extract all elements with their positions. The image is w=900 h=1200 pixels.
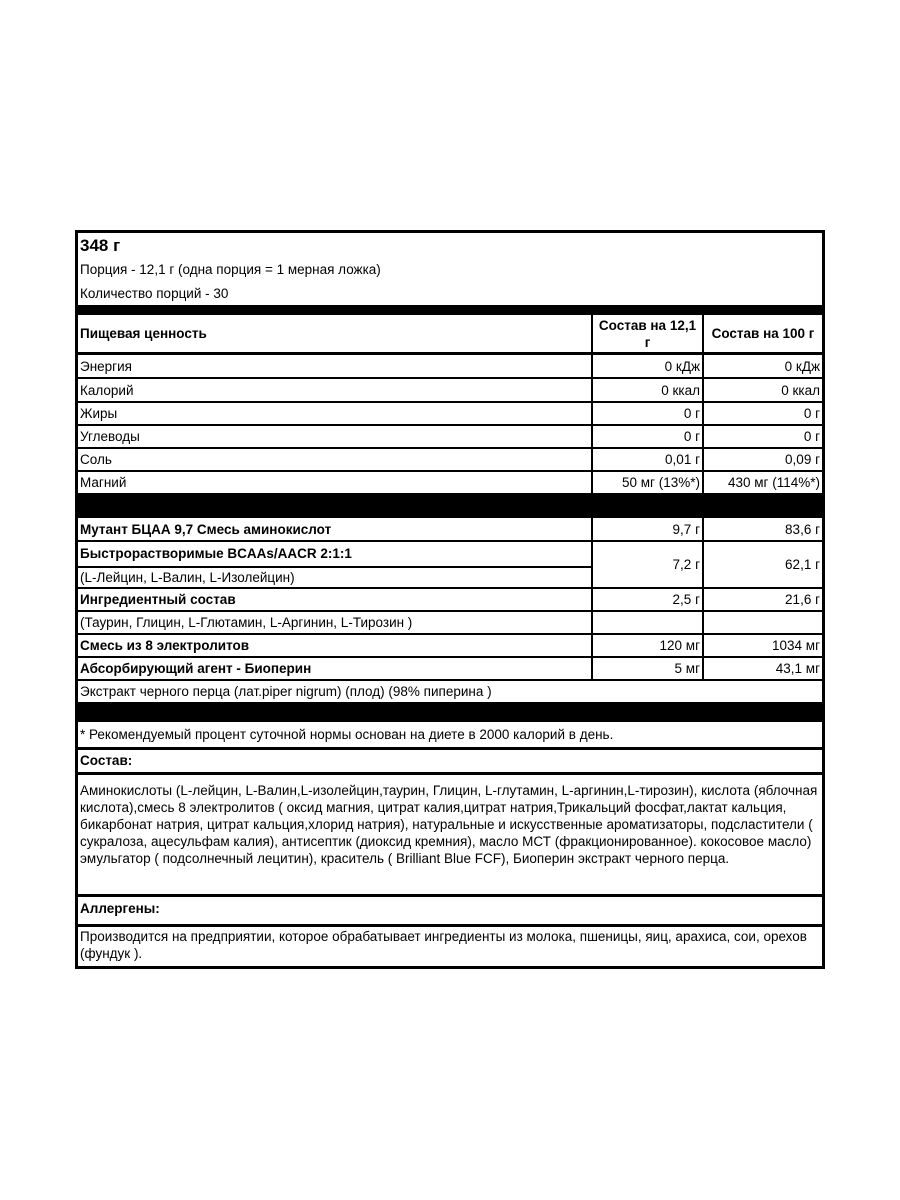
divider-line — [78, 772, 822, 775]
composition-row — [78, 679, 822, 702]
ingredients-text: Аминокислоты (L-лейцин, L-Валин,L-изолейцин,таурин, Глицин, L-глутамин, L-аргинин,L-тирозин), кислота (яблочная кислота),смесь 8 электролитов ( оксид магния, цитрат калия,цитрат натрия,Трикальций фосфат,лактат кальция, бикарбонат натрия, цитрат кальция,хлорид натрия), натуральные и искусственные ароматизаторы, подсластители ( сукралоза, ацесульфам калия), антисептик (диоксид кремния), масло МСТ (фракционированное). кокосовое масло) эмульгатор ( подсолнечный лецитин), краситель ( Brilliant Blue FCF), Биоперин экстракт черного перца. — [80, 783, 818, 866]
empty-cell — [702, 612, 822, 633]
nutrition-row — [78, 424, 822, 447]
nutrient-value-100g: 0,09 г — [702, 449, 822, 470]
composition-row — [78, 656, 822, 679]
nutrient-name: Калорий — [80, 382, 134, 398]
composition-row — [78, 610, 822, 633]
nutrition-label — [75, 230, 825, 969]
nutrient-value-serving: 50 мг (13%*) — [591, 472, 702, 493]
nutrient-value-100g: 0 г — [702, 403, 822, 424]
nutrition-column-label: Пищевая ценность — [80, 326, 207, 341]
column-header-per-100g: Состав на 100 г — [702, 315, 822, 352]
ingredient-name: Абсорбирующий агент - Биоперин — [80, 661, 312, 676]
composition-row — [78, 587, 822, 610]
nutrition-header-row — [78, 315, 822, 352]
nutrient-value-100g: 0 кДж — [702, 355, 822, 377]
nutrition-row — [78, 355, 822, 377]
ingredient-value-100g: 1034 мг — [702, 635, 822, 656]
nutrition-row — [78, 447, 822, 470]
divider-line — [78, 924, 822, 927]
nutrient-value-100g: 0 г — [702, 426, 822, 447]
product-weight: 348 г — [80, 236, 121, 255]
servings-count: Количество порций - 30 — [80, 286, 229, 301]
ingredient-name: Ингредиентный состав — [80, 592, 236, 607]
nutrient-value-serving: 0 г — [591, 426, 702, 447]
ingredient-subtext: (L-Лейцин, L-Валин, L-Изолейцин) — [78, 566, 591, 587]
ingredient-value-serving: 5 мг — [591, 658, 702, 679]
column-header-per-serving: Состав на 12,1 г — [591, 315, 702, 352]
ingredient-value-100g: 43,1 мг — [702, 658, 822, 679]
nutrient-value-serving: 0 ккал — [591, 379, 702, 401]
nutrient-value-serving: 0,01 г — [591, 449, 702, 470]
ingredient-value-serving: 7,2 г — [591, 542, 702, 587]
ingredient-name: Смесь из 8 электролитов — [80, 638, 250, 653]
ingredient-value-serving: 2,5 г — [591, 589, 702, 610]
nutrient-name: Жиры — [80, 406, 118, 421]
ingredient-name: Быстрорастворимые BCAAs/AACR 2:1:1 — [80, 545, 352, 561]
nutrient-value-serving: 0 кДж — [591, 355, 702, 377]
nutrition-row — [78, 470, 822, 493]
divider-bar — [78, 493, 822, 518]
nutrient-value-100g: 430 мг (114%*) — [702, 472, 822, 493]
ingredient-value-serving: 120 мг — [591, 635, 702, 656]
divider-bar — [78, 305, 822, 315]
footnote: * Рекомендуемый процент суточной нормы основан на диете в 2000 калорий в день. — [80, 727, 614, 742]
composition-row — [78, 633, 822, 656]
nutrient-value-serving: 0 г — [591, 403, 702, 424]
composition-row — [78, 518, 822, 540]
ingredient-name: Мутант БЦАА 9,7 Смесь аминокислот — [80, 521, 332, 537]
ingredient-value-100g: 21,6 г — [702, 589, 822, 610]
allergens-text: Производится на предприятии, которое обрабатывает ингредиенты из молока, пшеницы, яиц, арахиса, сои, орехов (фундук ). — [80, 929, 807, 961]
serving-size: Порция - 12,1 г (одна порция = 1 мерная ложка) — [80, 262, 381, 277]
allergens-title: Аллергены: — [80, 901, 160, 916]
ingredients-title: Состав: — [80, 753, 133, 768]
nutrition-row — [78, 401, 822, 424]
nutrient-name: Углеводы — [80, 429, 140, 444]
composition-row — [78, 540, 822, 587]
nutrition-row — [78, 377, 822, 401]
ingredient-subtext: Экстракт черного перца (лат.piper nigrum) (плод) (98% пиперина ) — [80, 684, 492, 699]
ingredient-value-serving: 9,7 г — [591, 518, 702, 540]
nutrient-value-100g: 0 ккал — [702, 379, 822, 401]
divider-bar — [78, 702, 822, 722]
ingredient-subtext: (Таурин, Глицин, L-Глютамин, L-Аргинин, L-Тирозин ) — [80, 615, 413, 630]
empty-cell — [591, 612, 702, 633]
nutrient-name: Энергия — [80, 358, 132, 374]
ingredient-value-100g: 83,6 г — [702, 518, 822, 540]
nutrient-name: Магний — [80, 475, 127, 490]
nutrient-name: Соль — [80, 452, 112, 467]
ingredient-value-100g: 62,1 г — [702, 542, 822, 587]
